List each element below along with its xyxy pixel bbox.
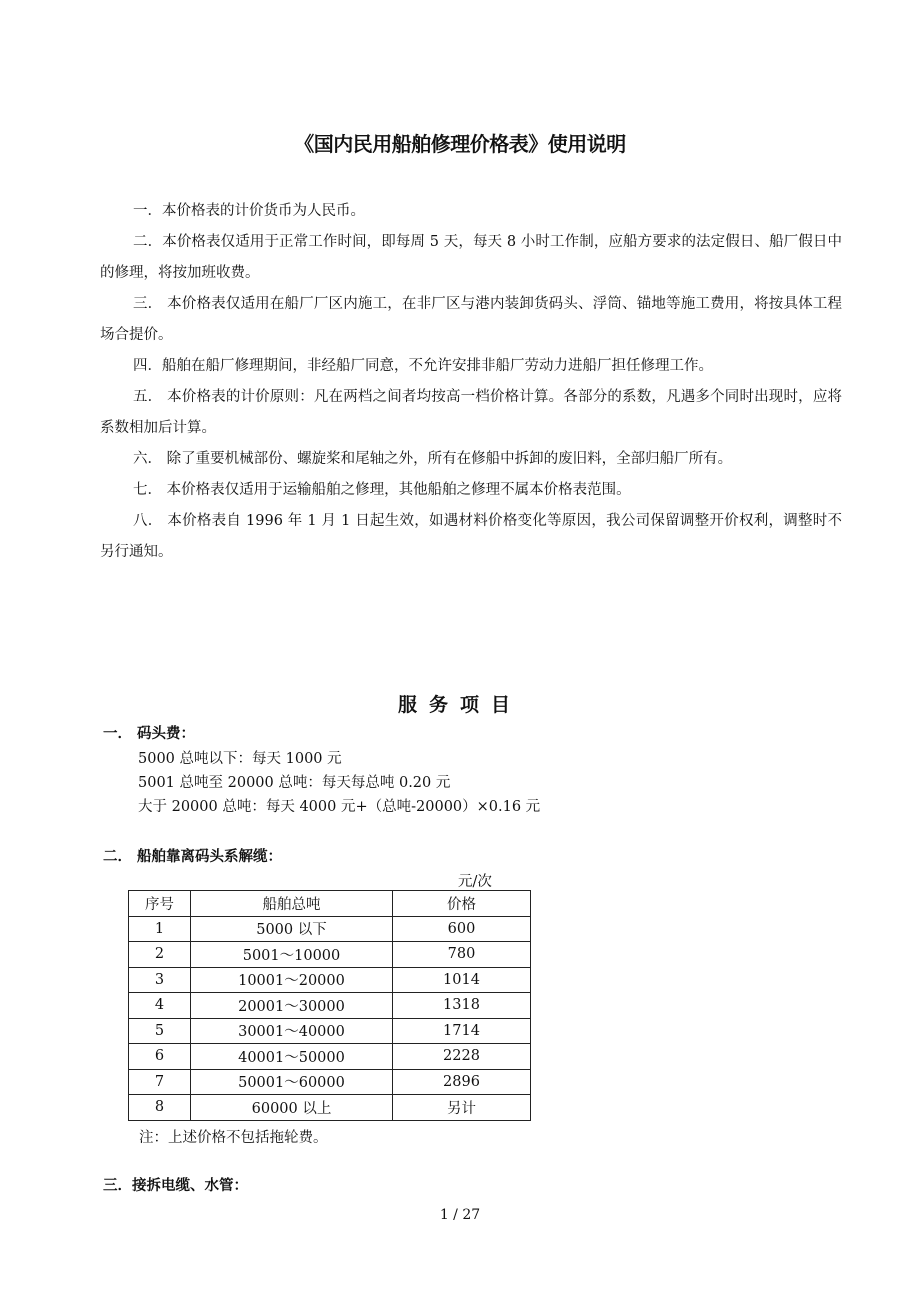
- row-index-cell: 2: [129, 942, 191, 968]
- row-index-cell: 7: [129, 1069, 191, 1095]
- tonnage-cell: 60000 以上: [191, 1095, 393, 1121]
- intro-item: 一．本价格表的计价货币为人民币。: [133, 203, 365, 219]
- row-index-cell: 5: [129, 1018, 191, 1044]
- price-cell: 2228: [393, 1044, 531, 1070]
- intro-item: 八． 本价格表自 1996 年 1 月 1 日起生效，如遇材料价格变化等原因，我公司保留调整开价权利，调整时不另行通知。: [100, 513, 842, 560]
- mooring-price-table: [128, 890, 531, 1121]
- intro-item: 四．船舶在船厂修理期间，非经船厂同意，不允许安排非船厂劳动力进船厂担任修理工作。: [133, 358, 713, 374]
- intro-item: 三． 本价格表仅适用在船厂厂区内施工，在非厂区与港内装卸货码头、浮筒、锚地等施工费用，将按具体工程场合提价。: [100, 296, 842, 343]
- column-header: 序号: [129, 891, 191, 917]
- price-unit: 元/次: [458, 874, 492, 890]
- services-heading: 服务项目: [397, 694, 522, 716]
- tonnage-cell: 5000 以下: [191, 916, 393, 942]
- tonnage-cell: 40001～50000: [191, 1044, 393, 1070]
- row-index-cell: 6: [129, 1044, 191, 1070]
- intro-item: 六． 除了重要机械部份、螺旋桨和尾轴之外，所有在修船中拆卸的废旧料，全部归船厂所有。: [133, 451, 733, 467]
- table-note: 注：上述价格不包括拖轮费。: [139, 1130, 328, 1146]
- fee-line: 大于 20000 总吨：每天 4000 元+（总吨-20000）×0.16 元: [138, 799, 541, 815]
- row-index-cell: 3: [129, 967, 191, 993]
- intro-item: 七． 本价格表仅适用于运输船舶之修理，其他船舶之修理不属本价格表范围。: [133, 482, 631, 498]
- page-number: 1 / 27: [439, 1207, 481, 1223]
- table-header-row: [129, 891, 531, 917]
- column-header: 价格: [393, 891, 531, 917]
- tonnage-cell: 10001～20000: [191, 967, 393, 993]
- row-index-cell: 1: [129, 916, 191, 942]
- price-cell: 1318: [393, 993, 531, 1019]
- table-row: [129, 942, 531, 968]
- table-row: [129, 1095, 531, 1121]
- section-2-heading: 二． 船舶靠离码头系解缆：: [103, 849, 283, 865]
- intro-item: 二．本价格表仅适用于正常工作时间，即每周 5 天，每天 8 小时工作制，应船方要求的法定假日、船厂假日中的修理，将按加班收费。: [100, 234, 842, 281]
- document-title: 《国内民用船舶修理价格表》使用说明: [294, 132, 626, 156]
- table-body: [129, 916, 531, 1120]
- table-row: [129, 993, 531, 1019]
- table-row: [129, 1018, 531, 1044]
- table-row: [129, 916, 531, 942]
- tonnage-cell: 50001～60000: [191, 1069, 393, 1095]
- section-3-heading: 三．接拆电缆、水管：: [103, 1178, 248, 1194]
- intro-paragraphs: [100, 196, 842, 568]
- table-row: [129, 967, 531, 993]
- price-cell: 另计: [393, 1095, 531, 1121]
- intro-item: 五． 本价格表的计价原则：凡在两档之间者均按高一档价格计算。各部分的系数，凡遇多个同时出现时，应将系数相加后计算。: [100, 389, 842, 436]
- price-cell: 1714: [393, 1018, 531, 1044]
- table-row: [129, 1044, 531, 1070]
- price-cell: 780: [393, 942, 531, 968]
- table-row: [129, 1069, 531, 1095]
- row-index-cell: 4: [129, 993, 191, 1019]
- tonnage-cell: 20001～30000: [191, 993, 393, 1019]
- price-cell: 2896: [393, 1069, 531, 1095]
- fee-line: 5000 总吨以下：每天 1000 元: [138, 751, 342, 767]
- tonnage-cell: 30001～40000: [191, 1018, 393, 1044]
- section-1-heading: 一． 码头费：: [103, 726, 196, 742]
- fee-line: 5001 总吨至 20000 总吨：每天每总吨 0.20 元: [138, 775, 451, 791]
- column-header: 船舶总吨: [191, 891, 393, 917]
- price-cell: 1014: [393, 967, 531, 993]
- tonnage-cell: 5001～10000: [191, 942, 393, 968]
- row-index-cell: 8: [129, 1095, 191, 1121]
- price-cell: 600: [393, 916, 531, 942]
